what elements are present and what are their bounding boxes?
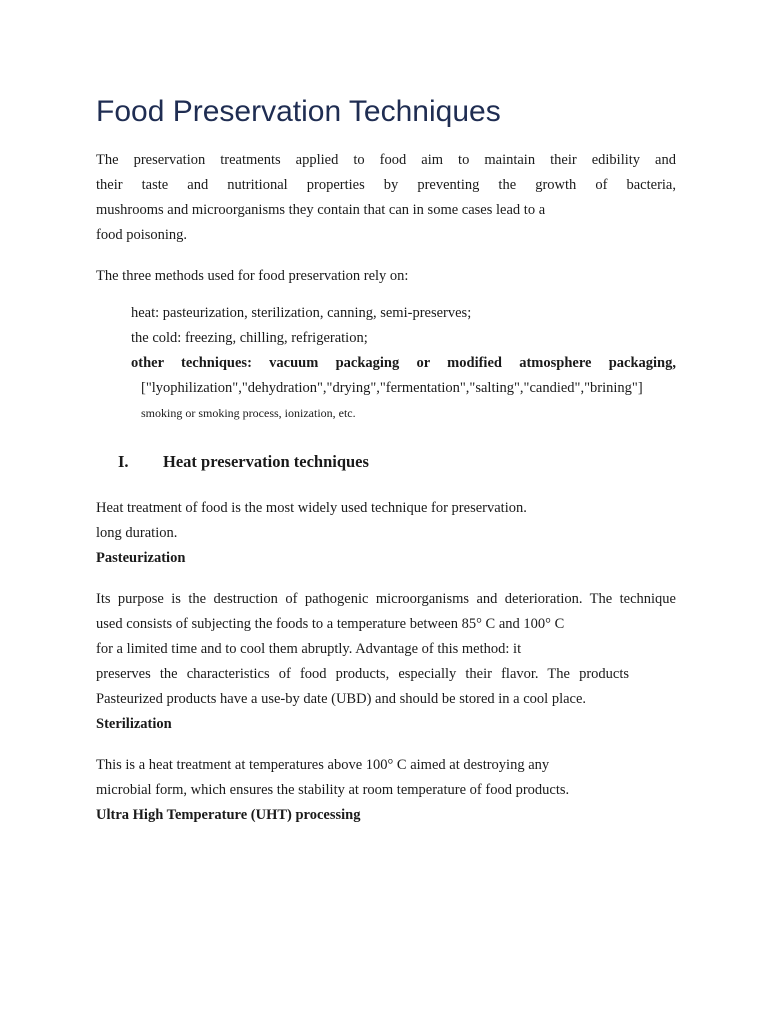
pasteurization-line: Pasteurized products have a use-by date (UBD) and should be stored in a cool place.: [96, 691, 587, 707]
methods-intro: The three methods used for food preservation rely on:: [96, 268, 409, 284]
list-item-text: the cold: freezing, chilling, refrigeration;: [131, 330, 368, 346]
pasteurization-line: preserves the characteristics of food products, especially their flavor. The products: [96, 666, 629, 682]
sterilization-heading: Sterilization: [96, 716, 172, 732]
list-item-text: heat: pasteurization, sterilization, canning, semi-preserves;: [131, 305, 472, 321]
intro-line: The preservation treatments applied to food aim to maintain their edibility and: [96, 152, 676, 168]
sterilization-line: This is a heat treatment at temperatures above 100° C aimed at destroying any: [96, 757, 550, 773]
intro-line: food poisoning.: [96, 227, 188, 243]
pasteurization-line: Its purpose is the destruction of pathogenic microorganisms and deterioration. The technique: [96, 591, 676, 607]
methods-list: [96, 301, 676, 376]
section-intro-line: long duration.: [96, 525, 178, 541]
list-sub-line: ["lyophilization","dehydration","drying","fermentation","salting","candied","brining"]: [141, 380, 643, 396]
list-sub-line: smoking or smoking process, ionization, etc.: [141, 406, 356, 420]
section-number: I.: [118, 452, 129, 471]
pasteurization-line: used consists of subjecting the foods to a temperature between 85° C and 100° C: [96, 616, 565, 632]
pasteurization-line: for a limited time and to cool them abruptly. Advantage of this method: it: [96, 641, 522, 657]
uht-heading: Ultra High Temperature (UHT) processing: [96, 807, 361, 823]
section-heading: [96, 448, 676, 476]
document-page: [96, 92, 676, 828]
section-intro: [96, 496, 676, 546]
list-item-text: other techniques: vacuum packaging or modified atmosphere packaging,: [131, 355, 676, 371]
list-item: [96, 301, 676, 326]
pasteurization-paragraph: [96, 587, 676, 712]
intro-line: mushrooms and microorganisms they contain that can in some cases lead to a: [96, 202, 546, 218]
list-item: [96, 351, 676, 376]
sterilization-paragraph: [96, 753, 676, 803]
list-item: [96, 326, 676, 351]
section-title: Heat preservation techniques: [163, 452, 369, 471]
pasteurization-heading: Pasteurization: [96, 550, 186, 566]
intro-paragraph: [96, 148, 676, 248]
page-title: Food Preservation Techniques: [96, 95, 501, 128]
sterilization-line: microbial form, which ensures the stability at room temperature of food products.: [96, 782, 570, 798]
section-intro-line: Heat treatment of food is the most widely used technique for preservation.: [96, 500, 527, 516]
intro-line: their taste and nutritional properties by preventing the growth of bacteria,: [96, 177, 676, 193]
